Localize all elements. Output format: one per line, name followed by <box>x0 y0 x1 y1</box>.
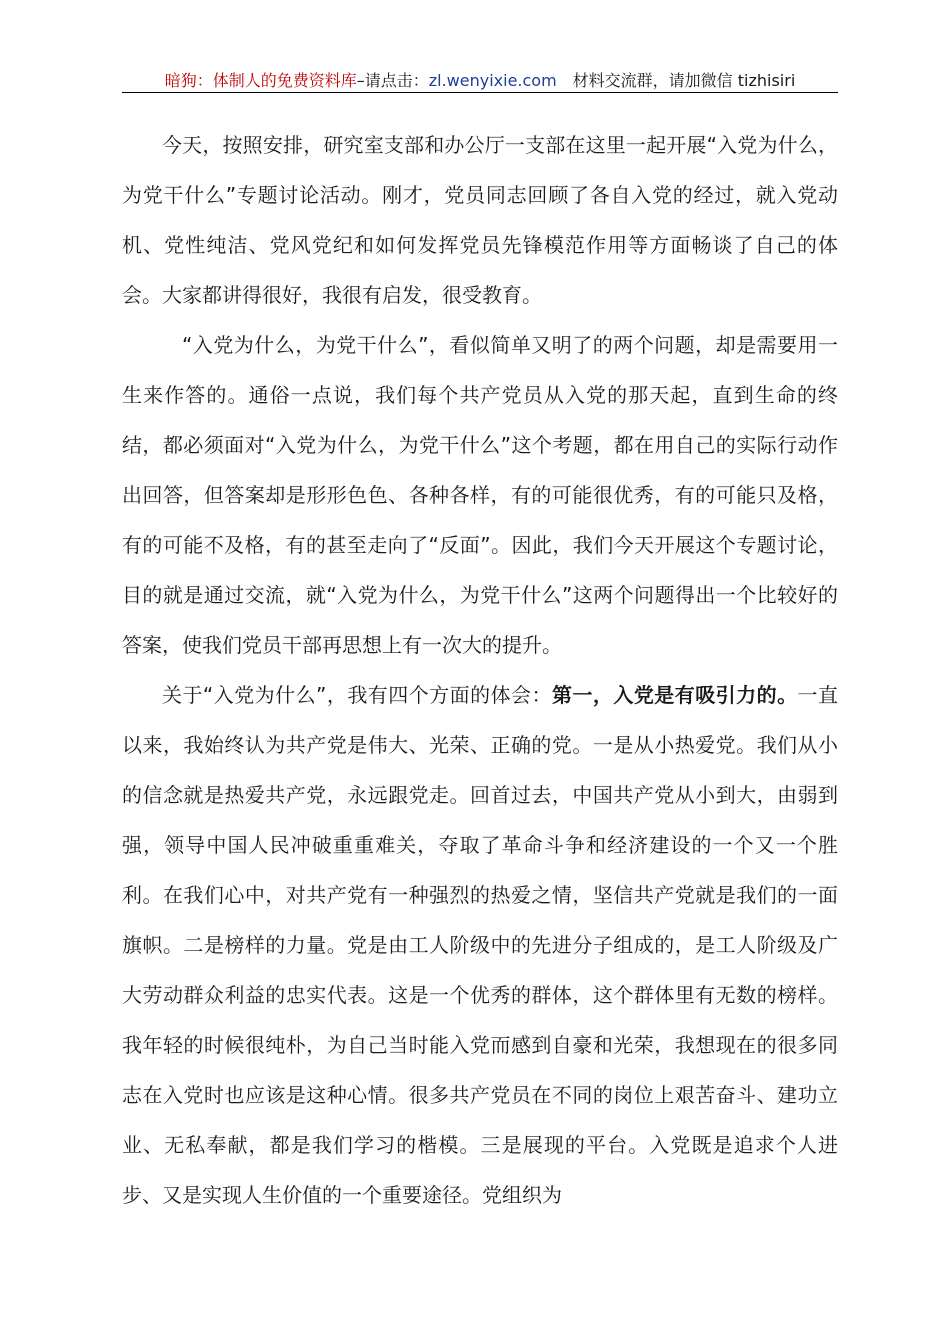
document-body <box>122 120 838 1220</box>
header-group-text: 材料交流群，请加微信 tizhisiri <box>572 71 796 90</box>
paragraph-3-lead: 关于“入党为什么”，我有四个方面的体会： <box>162 683 552 707</box>
paragraph-3 <box>122 670 838 1220</box>
header-url-link[interactable]: zl.wenyixie.com <box>428 71 557 90</box>
paragraph-3-rest: 一直以来，我始终认为共产党是伟大、光荣、正确的党。一是从小热爱党。我们从小的信念就是热爱共产党，永远跟党走。回首过去，中国共产党从小到大，由弱到强，领导中国人民冲破重重难关，夺取了革命斗争和经济建设的一个又一个胜利。在我们心中，对共产党有一种强烈的热爱之情，坚信共产党就是我们的一面旗帜。二是榜样的力量。党是由工人阶级中的先进分子组成的，是工人阶级及广大劳动群众利益的忠实代表。这是一个优秀的群体，这个群体里有无数的榜样。我年轻的时候很纯朴，为自己当时能入党而感到自豪和光荣，我想现在的很多同志在入党时也应该是这种心情。很多共产党员在不同的岗位上艰苦奋斗、建功立业、无私奉献，都是我们学习的楷模。三是展现的平台。入党既是追求个人进步、又是实现人生价值的一个重要途径。党组织为 <box>122 683 839 1207</box>
paragraph-1: 今天，按照安排，研究室支部和办公厅一支部在这里一起开展“入党为什么，为党干什么”专题讨论活动。刚才，党员同志回顾了各自入党的经过，就入党动机、党性纯洁、党风党纪和如何发挥党员先锋模范作用等方面畅谈了自己的体会。大家都讲得很好，我很有启发，很受教育。 <box>122 133 838 307</box>
paragraph-3-bold: 第一，入党是有吸引力的。 <box>551 683 798 707</box>
page-header <box>122 70 838 93</box>
header-click-text: –请点击： <box>356 71 429 90</box>
header-site-name: 暗狗：体制人的免费资料库 <box>164 71 357 90</box>
paragraph-2: “入党为什么，为党干什么”，看似简单又明了的两个问题，却是需要用一生来作答的。通俗一点说，我们每个共产党员从入党的那天起，直到生命的终结，都必须面对“入党为什么，为党干什么”这个考题，都在用自己的实际行动作出回答，但答案却是形形色色、各种各样，有的可能很优秀，有的可能只及格，有的可能不及格，有的甚至走向了“反面”。因此，我们今天开展这个专题讨论，目的就是通过交流，就“入党为什么，为党干什么”这两个问题得出一个比较好的答案，使我们党员干部再思想上有一次大的提升。 <box>122 333 838 657</box>
